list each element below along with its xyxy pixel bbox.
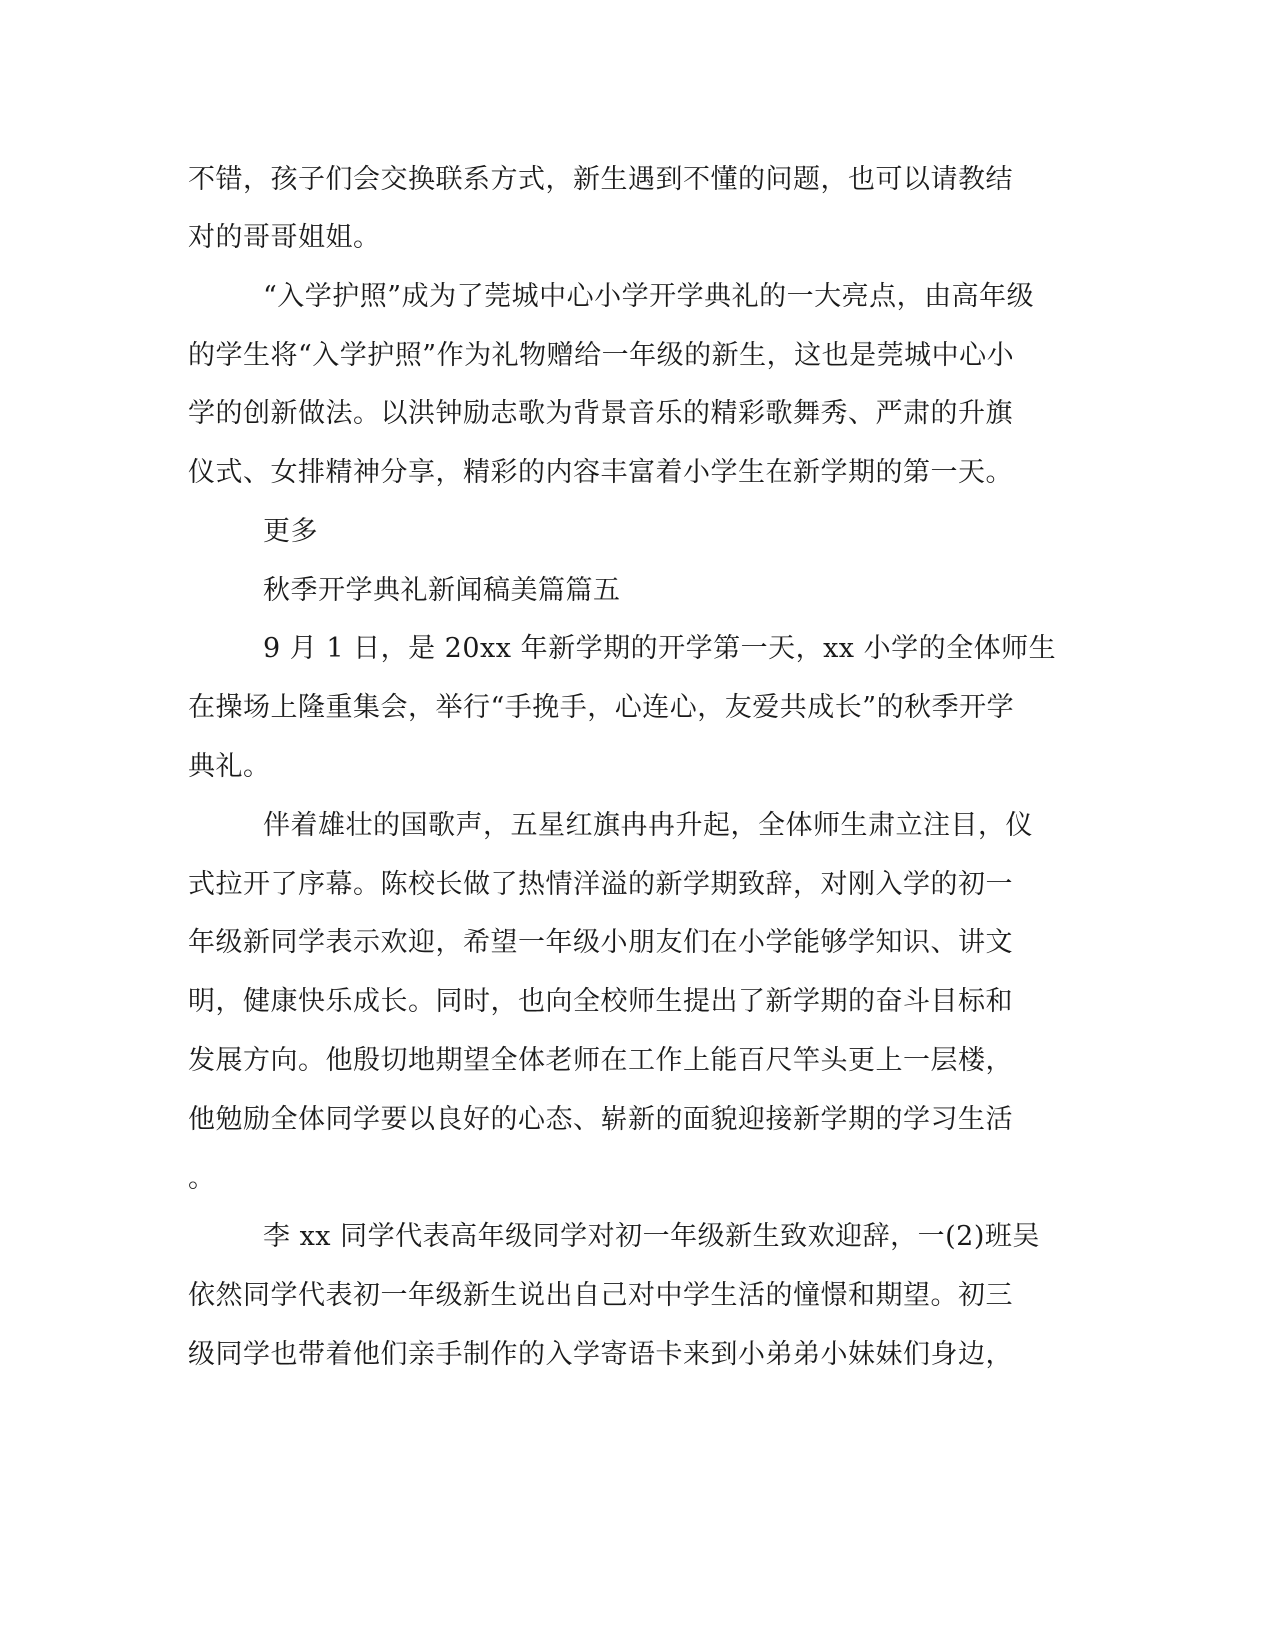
paragraph-line: 伴着雄壮的国歌声，五星红旗冉冉升起，全体师生肃立注目，仪 xyxy=(263,810,1033,841)
paragraph-line: 的学生将“入学护照”作为礼物赠给一年级的新生，这也是莞城中心小 xyxy=(188,340,1015,371)
paragraph-line: 仪式、女排精神分享，精彩的内容丰富着小学生在新学期的第一天。 xyxy=(188,457,1013,488)
paragraph-line: 发展方向。他殷切地期望全体老师在工作上能百尺竿头更上一层楼， xyxy=(188,1045,1013,1076)
paragraph-line: 不错，孩子们会交换联系方式，新生遇到不懂的问题，也可以请教结 xyxy=(188,164,1013,195)
paragraph-line: 级同学也带着他们亲手制作的入学寄语卡来到小弟弟小妹妹们身边， xyxy=(188,1339,1013,1370)
more-label: 更多 xyxy=(263,516,318,547)
paragraph-line: 对的哥哥姐姐。 xyxy=(188,222,381,253)
paragraph-line: 年级新同学表示欢迎，希望一年级小朋友们在小学能够学知识、讲文 xyxy=(188,927,1013,958)
paragraph-line: 明，健康快乐成长。同时，也向全校师生提出了新学期的奋斗目标和 xyxy=(188,986,1013,1017)
paragraph-line: 学的创新做法。以洪钟励志歌为背景音乐的精彩歌舞秀、严肃的升旗 xyxy=(188,398,1013,429)
paragraph-line: 9 月 1 日，是 20xx 年新学期的开学第一天，xx 小学的全体师生 xyxy=(263,633,1057,664)
paragraph-line: 他勉励全体同学要以良好的心态、崭新的面貌迎接新学期的学习生活 xyxy=(188,1104,1013,1135)
paragraph-line: “入学护照”成为了莞城中心小学开学典礼的一大亮点，由高年级 xyxy=(263,281,1035,312)
paragraph-line: 式拉开了序幕。陈校长做了热情洋溢的新学期致辞，对刚入学的初一 xyxy=(188,869,1013,900)
section-heading: 秋季开学典礼新闻稿美篇篇五 xyxy=(263,575,621,606)
paragraph-line: 在操场上隆重集会，举行“手挽手，心连心，友爱共成长”的秋季开学 xyxy=(188,692,1015,723)
paragraph-line: 典礼。 xyxy=(188,751,271,782)
paragraph-line: 李 xx 同学代表高年级同学对初一年级新生致欢迎辞，一(2)班吴 xyxy=(263,1221,1040,1252)
paragraph-line: 。 xyxy=(188,1163,216,1194)
paragraph-line: 依然同学代表初一年级新生说出自己对中学生活的憧憬和期望。初三 xyxy=(188,1280,1013,1311)
